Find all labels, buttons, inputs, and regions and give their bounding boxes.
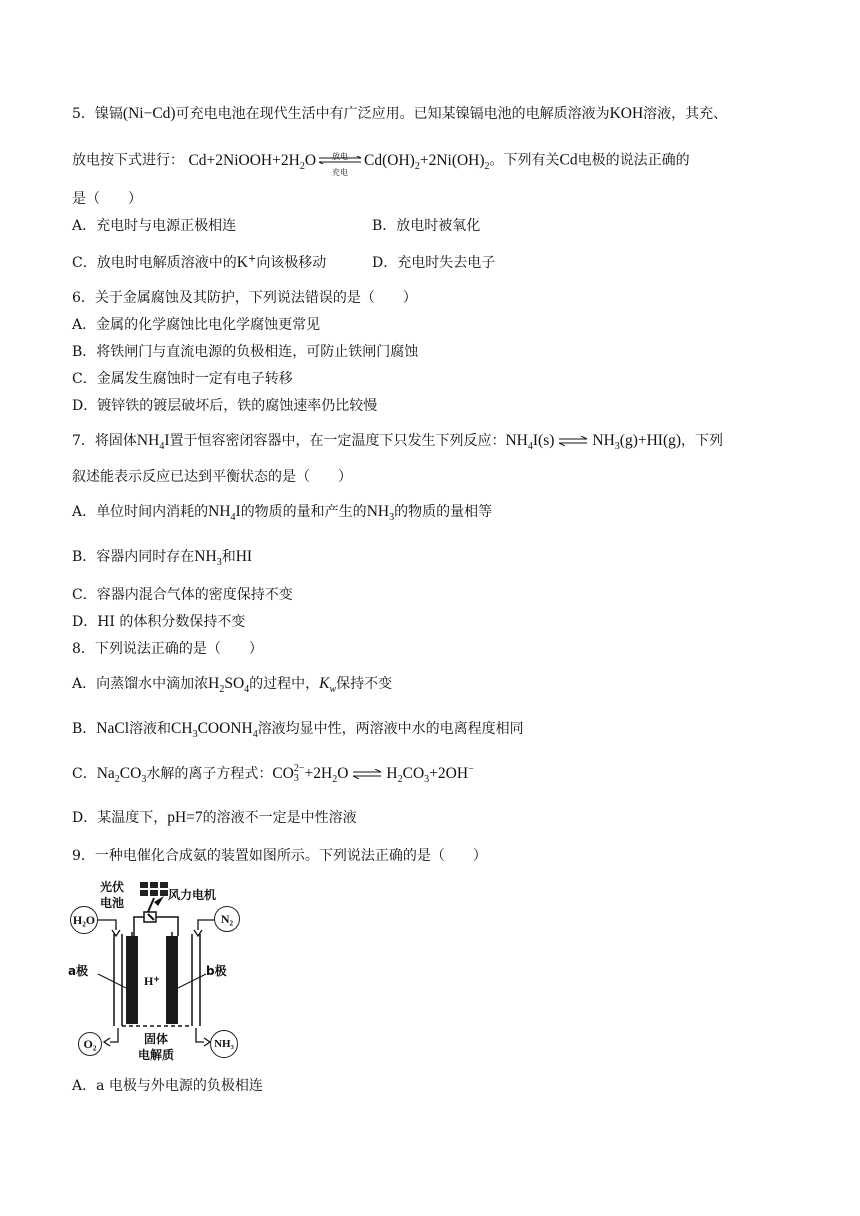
option-text: A．向蒸馏水中滴加浓 bbox=[72, 676, 209, 692]
sub: 3 bbox=[141, 774, 147, 786]
f: +2OH bbox=[429, 765, 469, 782]
arrow-label-charge: 充电 bbox=[332, 168, 349, 177]
formula-nh4i bbox=[136, 432, 170, 453]
sub: 3 bbox=[614, 441, 620, 453]
q5-text: 可充电电池在现代生活中有广泛应用。已知某镍镉电池的电解质溶液为 bbox=[175, 106, 610, 122]
q7-stem-line1 bbox=[72, 431, 723, 451]
q5-option-b[interactable] bbox=[372, 216, 480, 236]
q5-formula-nicd: (Ni−Cd) bbox=[122, 105, 176, 122]
formula-ch3coonh4 bbox=[171, 720, 258, 741]
eq-left-end: O bbox=[304, 151, 317, 169]
option-text: 保持不变 bbox=[336, 676, 393, 692]
sub: 3 bbox=[389, 512, 395, 524]
f: CO bbox=[119, 765, 142, 782]
f: SO bbox=[224, 675, 245, 692]
formula bbox=[194, 548, 222, 569]
sub: 3 bbox=[424, 774, 430, 786]
q5-text: 放电按下式进行： bbox=[72, 152, 184, 169]
reversible-arrow-icon bbox=[318, 150, 362, 177]
proton-label: H⁺ bbox=[144, 974, 160, 988]
sub: 4 bbox=[244, 684, 250, 696]
q9-option-a[interactable] bbox=[72, 1076, 263, 1096]
q5-text: 5．镍镉 bbox=[72, 106, 123, 122]
electrolyte-label: 电解质 bbox=[138, 1048, 175, 1062]
option-text: 向该极移动 bbox=[256, 255, 327, 271]
option-text: A．充电时与电源正极相连 bbox=[72, 218, 237, 234]
f: I bbox=[164, 432, 170, 449]
f: I(s) bbox=[532, 432, 555, 449]
q5-option-a[interactable] bbox=[72, 216, 236, 236]
sup: 2− bbox=[293, 763, 305, 775]
f: CO bbox=[272, 765, 294, 782]
electrolyte-label: 固体 bbox=[144, 1032, 169, 1046]
stem-text: 6．关于金属腐蚀及其防护，下列说法错误的是（ ） bbox=[72, 290, 417, 306]
sub: 4 bbox=[230, 512, 236, 524]
option-text: 的过程中， bbox=[249, 676, 320, 692]
hydrolysis-equation bbox=[272, 763, 474, 786]
option-text: D．镀锌铁的镀层破坏后，铁的腐蚀速率仍比较慢 bbox=[72, 398, 378, 414]
eq-sub: 2 bbox=[484, 160, 490, 172]
q5-formula-cd: Cd bbox=[559, 151, 578, 169]
option-text: 溶液和 bbox=[129, 721, 172, 737]
stem-text: ，下列 bbox=[681, 433, 724, 449]
q7-option-b[interactable] bbox=[72, 547, 252, 567]
option-text: 的溶液不一定是中性溶液 bbox=[202, 810, 357, 826]
sub: 3 bbox=[293, 773, 299, 785]
option-text: C．放电时电解质溶液中的 bbox=[72, 255, 237, 271]
q8-option-c[interactable] bbox=[72, 764, 474, 784]
option-text: A．a 电极与外电源的负极相连 bbox=[72, 1078, 263, 1094]
f: NH bbox=[136, 432, 160, 449]
option-text: 的物质的量相等 bbox=[394, 504, 493, 520]
q5-equation bbox=[188, 151, 490, 177]
q6-option-c[interactable] bbox=[72, 369, 293, 389]
f: H bbox=[386, 765, 398, 782]
stem-text: 8．下列说法正确的是（ ） bbox=[72, 641, 263, 657]
f: NH bbox=[505, 432, 528, 449]
option-text: C．容器内混合气体的密度保持不变 bbox=[72, 587, 293, 603]
option-text: 的物质的量和产生的 bbox=[240, 504, 367, 520]
equilibrium-arrow-icon bbox=[558, 436, 588, 446]
b-pole-label: b极 bbox=[206, 964, 227, 978]
formula bbox=[366, 503, 395, 524]
f: +2H bbox=[304, 765, 333, 782]
equilibrium-arrow-icon bbox=[352, 769, 382, 779]
q6-option-a[interactable] bbox=[72, 315, 320, 335]
sub: w bbox=[329, 684, 337, 696]
option-text: B．容器内同时存在 bbox=[72, 549, 195, 565]
solar-cell-label: 光伏 bbox=[100, 880, 125, 894]
eq-sub: 2 bbox=[414, 160, 420, 172]
sub: 4 bbox=[159, 441, 165, 453]
sub: 2 bbox=[332, 774, 338, 786]
sub: 2 bbox=[114, 774, 120, 786]
option-text: A．金属的化学腐蚀比电化学腐蚀更常见 bbox=[72, 317, 321, 333]
q7-equation bbox=[505, 432, 682, 453]
q5-text: 是（ ） bbox=[72, 191, 142, 207]
option-text: D．某温度下， bbox=[72, 810, 168, 826]
q6-option-d[interactable] bbox=[72, 396, 377, 416]
q7-stem-line2 bbox=[72, 467, 352, 487]
formula-kw bbox=[319, 675, 337, 696]
f: Na bbox=[96, 765, 115, 782]
q5-text: 溶液，其充、 bbox=[643, 106, 728, 122]
q8-stem bbox=[72, 639, 263, 659]
option-text: 水解的离子方程式： bbox=[146, 766, 273, 782]
option-text: 和 bbox=[221, 549, 236, 565]
a-pole-label: a极 bbox=[68, 964, 89, 978]
f: O bbox=[337, 765, 349, 782]
ion-k: K bbox=[236, 254, 248, 271]
q6-stem bbox=[72, 288, 417, 308]
stem-text: 置于恒容密闭容器中，在一定温度下只发生下列反应： bbox=[169, 433, 506, 449]
option-text: B．放电时被氧化 bbox=[372, 218, 481, 234]
f: NH bbox=[194, 548, 217, 565]
f: I bbox=[235, 503, 241, 520]
o2-bubble: O₂ bbox=[78, 1032, 102, 1056]
formula-h2so4 bbox=[208, 675, 250, 696]
q7-option-c[interactable] bbox=[72, 585, 293, 605]
f: CH bbox=[171, 720, 193, 737]
solar-cell-label: 电池 bbox=[100, 896, 125, 910]
q5-option-d[interactable] bbox=[372, 253, 495, 273]
h2o-bubble: H₂O bbox=[70, 906, 98, 934]
q8-option-d[interactable] bbox=[72, 808, 357, 828]
q8-option-b[interactable] bbox=[72, 719, 524, 739]
q7-option-d[interactable] bbox=[72, 612, 245, 632]
sub: 3 bbox=[216, 557, 222, 569]
q5-text: 。下列有关 bbox=[489, 152, 560, 169]
q5-text: 电极的说法正确的 bbox=[577, 152, 690, 169]
eq-right: +2Ni(OH) bbox=[419, 151, 485, 169]
sub-sup-stack bbox=[294, 764, 305, 784]
f: H bbox=[208, 675, 220, 692]
q5-formula-koh: KOH bbox=[609, 105, 644, 122]
option-text: D．充电时失去电子 bbox=[372, 255, 496, 271]
formula-nacl: NaCl bbox=[96, 720, 130, 737]
eq-right: Cd(OH) bbox=[364, 151, 415, 169]
q5-option-c[interactable] bbox=[72, 253, 326, 273]
stem-text: 9．一种电催化合成氨的装置如图所示。下列说法正确的是（ ） bbox=[72, 848, 487, 864]
f: NH bbox=[592, 432, 615, 449]
formula bbox=[208, 503, 241, 524]
option-text: D．HI 的体积分数保持不变 bbox=[72, 614, 246, 630]
arrow-label-discharge: 放电 bbox=[332, 152, 349, 161]
option-text: B． bbox=[72, 721, 97, 737]
wind-turbine-label: 风力电机 bbox=[168, 888, 217, 902]
formula: HI bbox=[235, 548, 253, 565]
formula-ph: pH=7 bbox=[167, 809, 203, 826]
option-text: B．将铁闸门与直流电源的负极相连，可防止铁闸门腐蚀 bbox=[72, 344, 419, 360]
f: NH bbox=[208, 503, 231, 520]
nh3-bubble: NH₃ bbox=[210, 1030, 238, 1058]
q8-option-a[interactable] bbox=[72, 674, 392, 694]
option-text: C． bbox=[72, 766, 97, 782]
q9-stem bbox=[72, 846, 487, 866]
option-text: A．单位时间内消耗的 bbox=[72, 504, 209, 520]
f: CO bbox=[402, 765, 425, 782]
stem-text: 叙述能表示反应已达到平衡状态的是（ ） bbox=[72, 469, 352, 485]
n2-bubble: N₂ bbox=[214, 906, 240, 932]
ammonia-synthesis-diagram bbox=[68, 876, 240, 1064]
option-text: C．金属发生腐蚀时一定有电子转移 bbox=[72, 371, 293, 387]
f: (g)+HI(g) bbox=[619, 432, 682, 449]
q5-stem-line3 bbox=[72, 189, 142, 209]
eq-sub: 2 bbox=[299, 160, 305, 172]
ion-charge: + bbox=[247, 253, 257, 265]
sub: 2 bbox=[219, 684, 225, 696]
sub: 4 bbox=[527, 441, 533, 453]
q6-option-b[interactable] bbox=[72, 342, 418, 362]
sup: − bbox=[468, 763, 474, 775]
sub: 2 bbox=[397, 774, 403, 786]
f: K bbox=[319, 675, 330, 692]
q5-stem-line1 bbox=[72, 104, 727, 124]
eq-left: Cd+2NiOOH+2H bbox=[188, 151, 300, 169]
formula-na2co3 bbox=[96, 765, 147, 786]
option-text: 溶液均显中性，两溶液中水的电离程度相同 bbox=[257, 721, 524, 737]
stem-text: 7．将固体 bbox=[72, 433, 137, 449]
f: NH bbox=[366, 503, 390, 520]
sub: 4 bbox=[252, 729, 258, 741]
q5-stem-line2 bbox=[72, 150, 690, 177]
f: COONH bbox=[197, 720, 253, 737]
sub: 3 bbox=[192, 729, 198, 741]
q7-option-a[interactable] bbox=[72, 502, 492, 522]
